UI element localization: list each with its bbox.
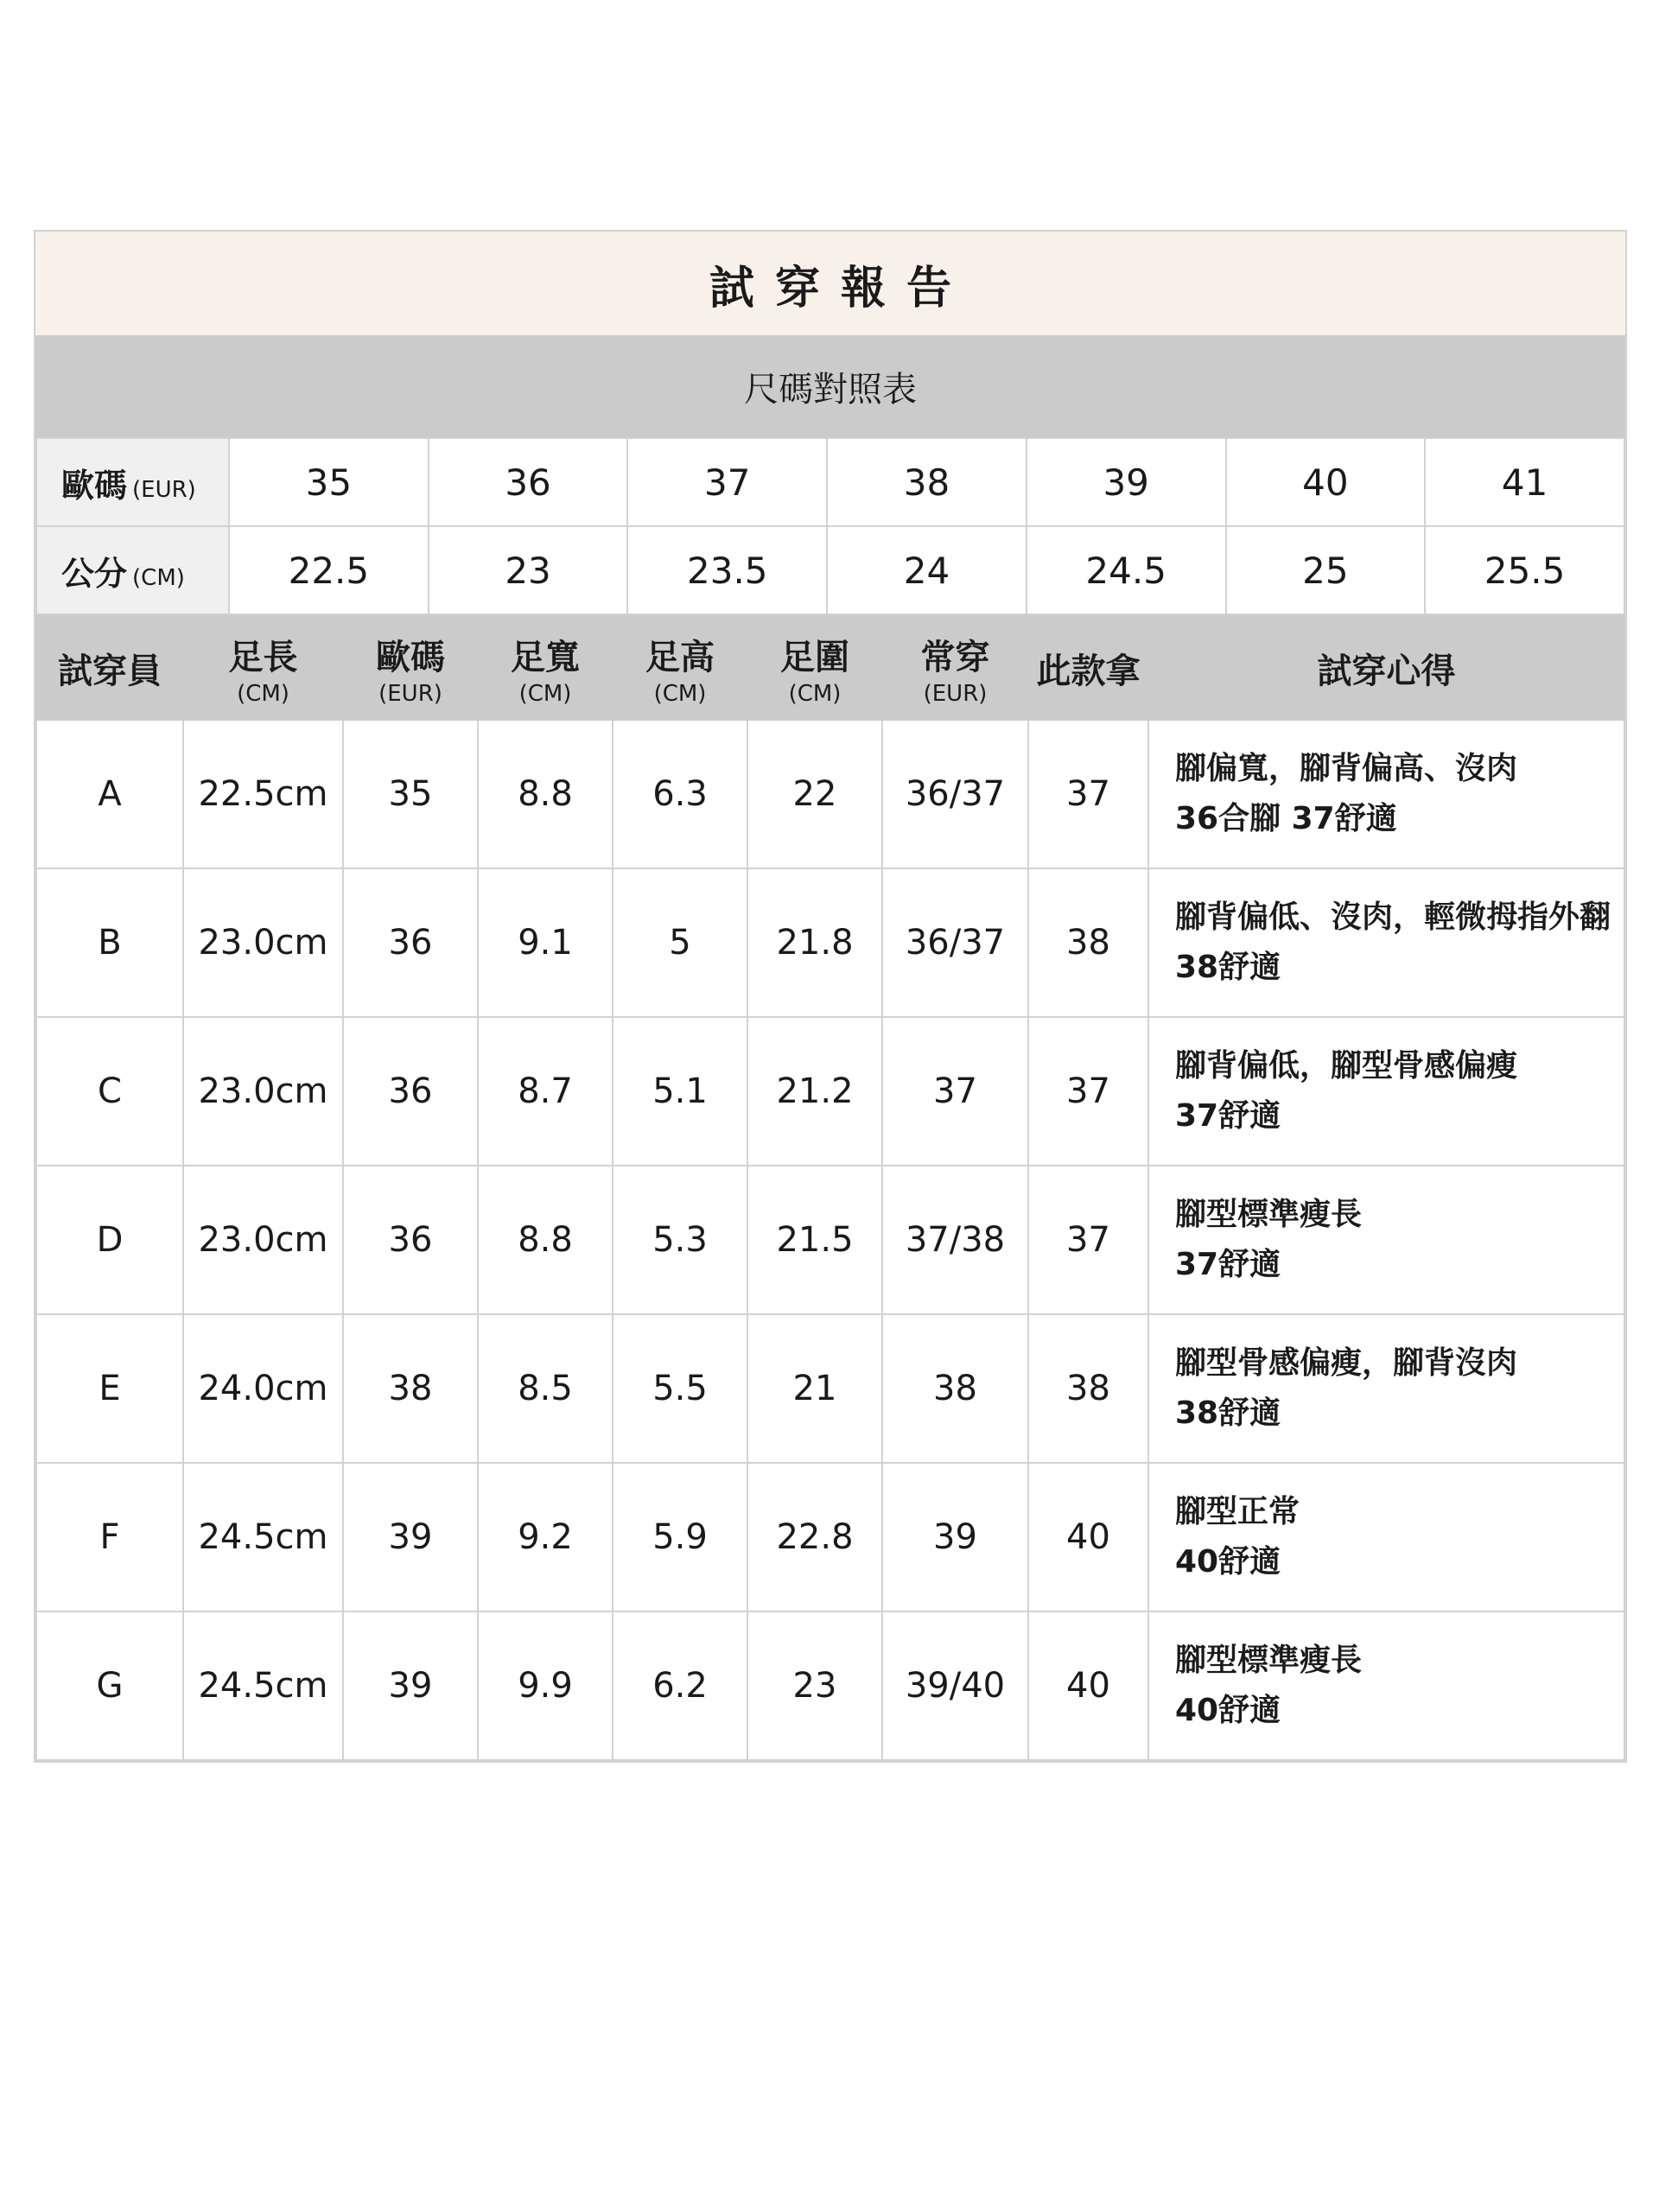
this-model-cell: 37 bbox=[1028, 1166, 1148, 1314]
size-cell: 41 bbox=[1425, 438, 1624, 526]
usual-size-cell: 37/38 bbox=[882, 1166, 1028, 1314]
usual-size-cell: 36/37 bbox=[882, 868, 1028, 1017]
usual-size-cell: 39/40 bbox=[882, 1611, 1028, 1760]
tester-cell: A bbox=[36, 720, 183, 868]
note-cell: 腳偏寬，腳背偏高、沒肉 36合腳 37舒適 bbox=[1148, 720, 1624, 868]
foot-width-cell: 9.1 bbox=[478, 868, 613, 1017]
usual-size-cell: 37 bbox=[882, 1017, 1028, 1166]
this-model-cell: 38 bbox=[1028, 1314, 1148, 1463]
col-header-usual-size: 常穿 (EUR) bbox=[882, 616, 1028, 720]
this-model-cell: 37 bbox=[1028, 1017, 1148, 1166]
fitting-report-table bbox=[35, 615, 1625, 1761]
size-cell: 35 bbox=[229, 438, 429, 526]
note-cell: 腳背偏低，腳型骨感偏瘦 37舒適 bbox=[1148, 1017, 1624, 1166]
col-header-foot-height: 足高 (CM) bbox=[613, 616, 747, 720]
report-title: 試穿報告 bbox=[35, 232, 1625, 335]
foot-width-cell: 8.7 bbox=[478, 1017, 613, 1166]
size-chart-table bbox=[35, 437, 1625, 615]
foot-length-cell: 22.5cm bbox=[183, 720, 343, 868]
col-header-this-model: 此款拿 bbox=[1028, 616, 1148, 720]
foot-girth-cell: 23 bbox=[747, 1611, 882, 1760]
size-row-label: 公分 (CM) bbox=[36, 526, 229, 614]
foot-height-cell: 5 bbox=[613, 868, 747, 1017]
size-cell: 22.5 bbox=[229, 526, 429, 614]
this-model-cell: 38 bbox=[1028, 868, 1148, 1017]
tester-cell: E bbox=[36, 1314, 183, 1463]
size-cell: 24 bbox=[827, 526, 1027, 614]
size-cell: 25.5 bbox=[1425, 526, 1624, 614]
foot-height-cell: 6.2 bbox=[613, 1611, 747, 1760]
this-model-cell: 40 bbox=[1028, 1611, 1148, 1760]
foot-length-cell: 23.0cm bbox=[183, 1166, 343, 1314]
foot-length-cell: 23.0cm bbox=[183, 868, 343, 1017]
table-row bbox=[36, 1314, 1624, 1463]
foot-width-cell: 8.5 bbox=[478, 1314, 613, 1463]
size-cell: 36 bbox=[429, 438, 628, 526]
size-row-eur bbox=[36, 438, 1624, 526]
foot-girth-cell: 21 bbox=[747, 1314, 882, 1463]
size-cell: 40 bbox=[1226, 438, 1426, 526]
col-header-tester: 試穿員 bbox=[36, 616, 183, 720]
size-row-label: 歐碼 (EUR) bbox=[36, 438, 229, 526]
size-cell: 24.5 bbox=[1027, 526, 1226, 614]
foot-girth-cell: 21.2 bbox=[747, 1017, 882, 1166]
foot-height-cell: 5.3 bbox=[613, 1166, 747, 1314]
tester-cell: F bbox=[36, 1463, 183, 1611]
tester-cell: C bbox=[36, 1017, 183, 1166]
note-cell: 腳型標準瘦長 40舒適 bbox=[1148, 1611, 1624, 1760]
col-header-foot-width: 足寬 (CM) bbox=[478, 616, 613, 720]
this-model-cell: 37 bbox=[1028, 720, 1148, 868]
table-row bbox=[36, 868, 1624, 1017]
foot-height-cell: 5.5 bbox=[613, 1314, 747, 1463]
size-chart-heading: 尺碼對照表 bbox=[35, 335, 1625, 437]
table-row bbox=[36, 720, 1624, 868]
tester-cell: G bbox=[36, 1611, 183, 1760]
tester-cell: B bbox=[36, 868, 183, 1017]
note-cell: 腳背偏低、沒肉，輕微拇指外翻 38舒適 bbox=[1148, 868, 1624, 1017]
size-cell: 25 bbox=[1226, 526, 1426, 614]
size-cell: 23 bbox=[429, 526, 628, 614]
foot-girth-cell: 21.8 bbox=[747, 868, 882, 1017]
eur-cell: 39 bbox=[343, 1463, 478, 1611]
foot-width-cell: 9.2 bbox=[478, 1463, 613, 1611]
fitting-report bbox=[34, 230, 1627, 1763]
size-cell: 38 bbox=[827, 438, 1027, 526]
size-cell: 39 bbox=[1027, 438, 1226, 526]
eur-cell: 38 bbox=[343, 1314, 478, 1463]
foot-length-cell: 24.5cm bbox=[183, 1463, 343, 1611]
eur-cell: 36 bbox=[343, 868, 478, 1017]
foot-height-cell: 6.3 bbox=[613, 720, 747, 868]
col-header-notes: 試穿心得 bbox=[1148, 616, 1624, 720]
foot-girth-cell: 22 bbox=[747, 720, 882, 868]
foot-width-cell: 8.8 bbox=[478, 1166, 613, 1314]
size-cell: 37 bbox=[627, 438, 827, 526]
col-header-foot-girth: 足圍 (CM) bbox=[747, 616, 882, 720]
note-cell: 腳型正常 40舒適 bbox=[1148, 1463, 1624, 1611]
tester-cell: D bbox=[36, 1166, 183, 1314]
usual-size-cell: 36/37 bbox=[882, 720, 1028, 868]
eur-cell: 39 bbox=[343, 1611, 478, 1760]
report-header-row bbox=[36, 616, 1624, 720]
foot-length-cell: 23.0cm bbox=[183, 1017, 343, 1166]
eur-cell: 35 bbox=[343, 720, 478, 868]
note-cell: 腳型標準瘦長 37舒適 bbox=[1148, 1166, 1624, 1314]
foot-width-cell: 8.8 bbox=[478, 720, 613, 868]
usual-size-cell: 39 bbox=[882, 1463, 1028, 1611]
foot-width-cell: 9.9 bbox=[478, 1611, 613, 1760]
foot-height-cell: 5.1 bbox=[613, 1017, 747, 1166]
foot-length-cell: 24.0cm bbox=[183, 1314, 343, 1463]
table-row bbox=[36, 1611, 1624, 1760]
foot-length-cell: 24.5cm bbox=[183, 1611, 343, 1760]
eur-cell: 36 bbox=[343, 1166, 478, 1314]
col-header-foot-length: 足長 (CM) bbox=[183, 616, 343, 720]
size-row-cm bbox=[36, 526, 1624, 614]
table-row bbox=[36, 1463, 1624, 1611]
foot-height-cell: 5.9 bbox=[613, 1463, 747, 1611]
eur-cell: 36 bbox=[343, 1017, 478, 1166]
foot-girth-cell: 21.5 bbox=[747, 1166, 882, 1314]
this-model-cell: 40 bbox=[1028, 1463, 1148, 1611]
col-header-eur: 歐碼 (EUR) bbox=[343, 616, 478, 720]
table-row bbox=[36, 1166, 1624, 1314]
note-cell: 腳型骨感偏瘦，腳背沒肉 38舒適 bbox=[1148, 1314, 1624, 1463]
table-row bbox=[36, 1017, 1624, 1166]
foot-girth-cell: 22.8 bbox=[747, 1463, 882, 1611]
size-cell: 23.5 bbox=[627, 526, 827, 614]
usual-size-cell: 38 bbox=[882, 1314, 1028, 1463]
